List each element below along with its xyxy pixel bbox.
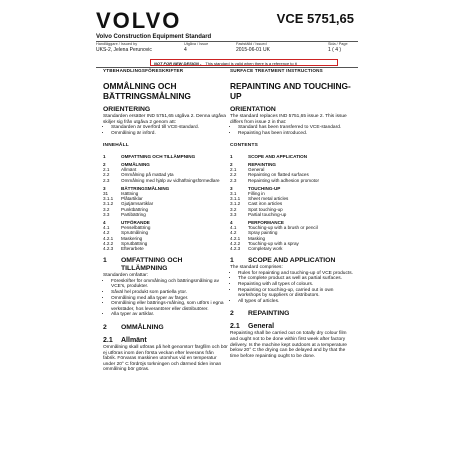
toc-entry: 4 UTFÖRANDE [103, 220, 150, 226]
toc-entry: 3 BÄTTRINGSMÅLNING [103, 185, 170, 191]
toc-entry: 4.2.2 Touching-up with a spray [230, 240, 299, 246]
swedish-column [103, 68, 228, 373]
list-item: • Repainting or touching-up, carried out in own workshops by suppliers or distributors. [238, 288, 355, 299]
document-meta [96, 42, 358, 58]
toc-entry: 3.3 Partial touching-up [230, 211, 287, 217]
list-item: • Såväl hel produkt som partiella ytor. [111, 290, 228, 296]
section-text: Repainting shall be carried out on totally dry colour film and ought not to be done within first week after factory delivery. Is the machine kept outdoors at a temperature below 20° C the drying can be delayed and by that the time before repainting ought to be done. [230, 331, 347, 359]
toc-entry: 3.1.2 Cast iron articles [230, 201, 283, 207]
section-heading: 2 OMMÅLNING [103, 323, 164, 331]
orientation-title: ORIENTATION [230, 106, 276, 114]
toc-entry: 2.2 Ommålning på mattad yta [103, 172, 174, 178]
list-item: • Ommålning är införd. [111, 131, 228, 137]
section-heading: 2 REPAINTING [230, 310, 290, 318]
toc-entry: 1 OMFATTNING OCH TILLÄMPNING [103, 153, 196, 159]
toc-entry: 3.1.1 Sheet metal articles [230, 196, 289, 202]
english-column [230, 68, 355, 359]
toc-entry: 4.2.3 Completary work [230, 246, 283, 252]
table-of-contents [103, 154, 228, 251]
toc-entry: 2.3 Repainting with adhesion promotor [230, 177, 319, 183]
section-text: Ommålning skall utföras på helt genomtorr färgfilm och bör ej utföras inom den första veckan efter leverans från fabrik. Förvaras maskinen utomhus vid en temperatur under 20° C fördröjs torkningen och därmed tiden innan ommålning bör göras. [103, 344, 228, 373]
toc-entry: 2.1 General [230, 167, 265, 173]
list-item: • Repainting has been introduced. [238, 131, 355, 137]
toc-entry: 4.1 Touching-up with a brush or pencil [230, 225, 318, 231]
table-of-contents [230, 154, 355, 251]
list-item: • Ommålning eller bättrings-målning, som utförs i egna verkstäder, hos leverantörer eller distributörer. [111, 301, 228, 312]
orientation-list [103, 125, 228, 136]
list-item: • Rules for repainting and touching-up of VCE products. [238, 271, 355, 277]
toc-entry: 3.2 Punktbättring [103, 206, 149, 212]
contents-label: CONTENTS [230, 142, 258, 148]
toc-entry: 3.1.2 Gjutjärnsartiklar [103, 201, 154, 207]
toc-entry: 4.2 Sprutmålning [103, 230, 149, 236]
orientation-title: ORIENTERING [103, 106, 151, 114]
section-text: The standard comprises: [230, 265, 283, 271]
scope-list [230, 271, 355, 305]
list-item: • Standard has been transferred to VCE-standard. [238, 125, 355, 131]
toc-entry: 3.1 Filling in [230, 191, 265, 196]
toc-entry: 2.2 Repainting on flatted surfaces [230, 172, 309, 178]
toc-entry: 31 Isättning [103, 191, 139, 196]
orientation-text: Standarden ersätter IND 5751,65 utgåva 2. Denna utgåva skiljer sig från utgåva 2 genom att: [103, 114, 226, 125]
contents-label: INNEHÅLL [103, 142, 129, 148]
list-item: • Repainting with all types of colours. [238, 282, 355, 288]
standard-title: Volvo Construction Equipment Standard [96, 34, 212, 40]
meta-page: Sida / Page 1 ( 4 ) [328, 42, 348, 53]
toc-entry: 4.1 Penselbättring [103, 225, 151, 231]
section-heading: 1 SCOPE AND APPLICATION [230, 257, 336, 265]
toc-entry: 4.2.3 Efterarbete [103, 246, 144, 252]
subsection-heading: 2.1 Allmänt [103, 336, 147, 344]
list-item: • The complete product as well as partial surfaces. [238, 276, 355, 282]
not-for-new-design-banner: NOT FOR NEW DESIGN - This standard is valid when there is a reference to it [150, 59, 338, 66]
document-number: VCE 5751,65 [276, 11, 354, 26]
toc-entry: 3.1.1 Plåtartiklar [103, 196, 143, 202]
toc-entry: 4 PERFORMANCE [230, 220, 284, 226]
column-heading: YTBEHANDLINGSFÖRESKRIFTER [103, 68, 184, 73]
list-item: • Föreskrifter för ommålning och bättringsmålning av VCE's, produkter. [111, 279, 228, 290]
column-heading: SURFACE TREATMENT INSTRUCTIONS [230, 68, 323, 73]
list-item: • All types of articles. [238, 299, 355, 305]
toc-entry: 3 TOUCHING-UP [230, 185, 281, 191]
toc-entry: 2.1 Allmänt [103, 167, 137, 173]
toc-entry: 3.3 Partibättring [103, 211, 146, 217]
meta-issued-by: Handläggare / Issued by UKS-2, Jelena Perunovic [96, 42, 152, 53]
toc-entry: 4.2.1 Maskering [103, 235, 143, 241]
document-title: OMMÅLNING OCH BÄTTRINGSMÅLNING [103, 81, 191, 101]
orientation-list [230, 125, 355, 136]
toc-entry: 2 REPAINTING [230, 161, 276, 167]
volvo-logo: VOLVO [96, 8, 182, 33]
toc-entry: 4.2.1 Masking [230, 235, 266, 241]
toc-entry: 2 OMMÅLNING [103, 161, 150, 167]
toc-entry: 4.2 Spray painting [230, 230, 278, 236]
document-title: REPAINTING AND TOUCHING-UP [230, 81, 351, 101]
section-heading: 1 OMFATTNING OCH TILLÄMPNING [103, 257, 183, 273]
scope-list [103, 279, 228, 318]
list-item: • Alla typer av artiklar. [111, 312, 228, 318]
toc-entry: 3.2 Spot touching-up [230, 206, 283, 212]
toc-entry: 2.3 Ommålning med hjälp av vidhäftningsförmedlare [103, 177, 220, 183]
list-item: • Ommålning med alla typer av färger. [111, 296, 228, 302]
subsection-heading: 2.1 General [230, 323, 275, 331]
toc-entry: 1 SCOPE AND APPLICATION [230, 153, 308, 159]
meta-issue: Utgåva / Issue 4 [184, 42, 209, 53]
orientation-text: The standard replaces IND 5751,65 issue 2. This issue differs from issue 2 in that: [230, 114, 347, 125]
meta-issued-date: Fastställd / Issued 2015-06-01 UK [236, 42, 270, 53]
list-item: • Standarden är överförd till VCE-standard. [111, 125, 228, 131]
toc-entry: 4.2.2 Sprutbättring [103, 240, 148, 246]
section-text: Standarden omfattar: [103, 273, 149, 279]
